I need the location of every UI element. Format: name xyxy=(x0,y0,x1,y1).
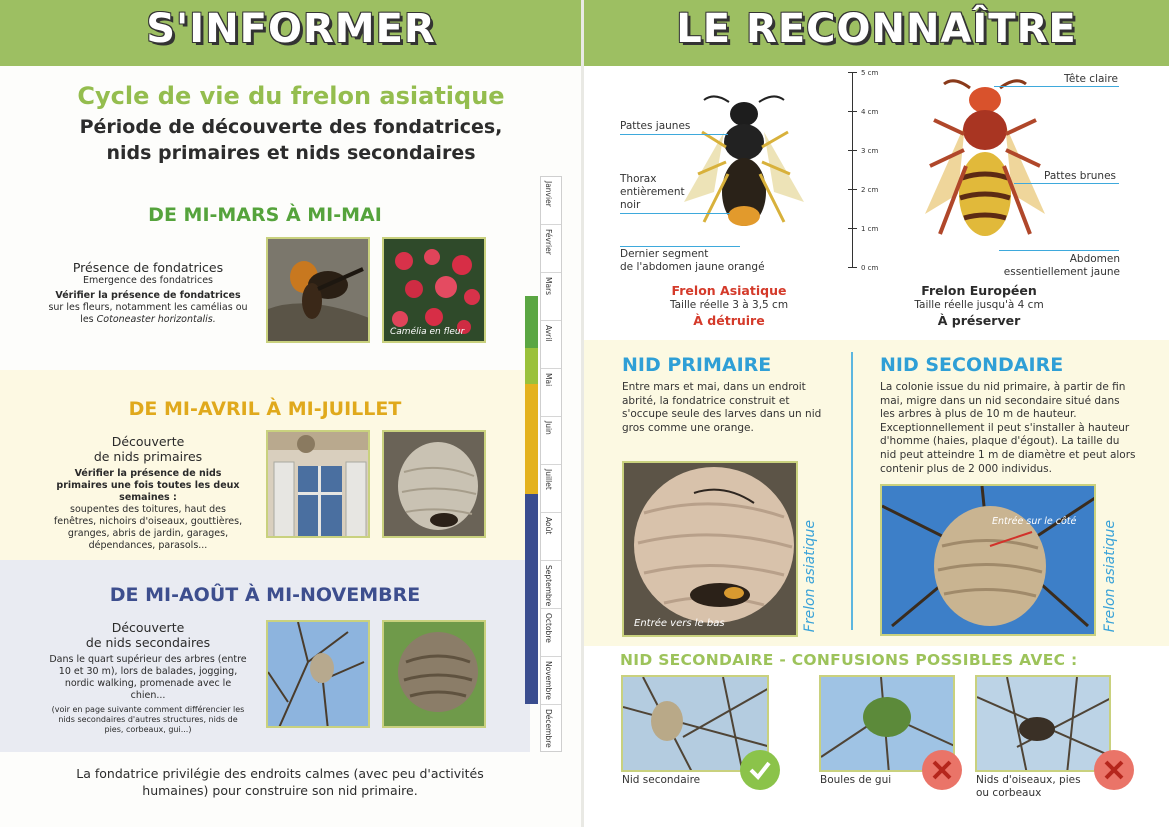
label-pointer xyxy=(620,246,740,247)
european-hornet-illustration xyxy=(920,74,1050,270)
section-body-bold: Vérifier la présence de fondatrices xyxy=(55,290,241,301)
photo-caption: Entrée vers le bas xyxy=(634,618,725,629)
timeline-bar-lime xyxy=(525,348,538,384)
left-footer xyxy=(0,765,560,799)
section-text xyxy=(48,620,248,735)
primary-nest-text: Entre mars et mai, dans un endroit abrité, la fondatrice construit et s'occupe seule des larves dans un nid gros comme une orange. xyxy=(622,381,822,434)
ruler-tick xyxy=(848,111,857,112)
confusion-label xyxy=(976,774,1081,800)
month-label: Octobre xyxy=(544,613,553,643)
month-cell xyxy=(541,705,561,751)
section-title: DE MI-MARS À MI-MAI xyxy=(148,204,382,226)
month-cell xyxy=(541,513,561,561)
section-text xyxy=(48,434,248,552)
month-label: Mai xyxy=(544,373,553,387)
ruler-label: 3 cm xyxy=(861,147,879,155)
right-panel xyxy=(584,0,1169,827)
left-banner-title: S'INFORMER xyxy=(146,6,436,52)
month-cell xyxy=(541,321,561,369)
month-label: Avril xyxy=(544,325,553,342)
secondary-side-label: Frelon asiatique xyxy=(1102,520,1118,633)
timeline-bar-green xyxy=(525,296,538,348)
label-pointer xyxy=(620,213,730,214)
month-label: Juillet xyxy=(544,469,553,490)
ruler xyxy=(852,72,853,268)
primary-nest-large-photo xyxy=(622,461,798,637)
section-heading-2: de nids secondaires xyxy=(85,635,211,650)
month-timeline xyxy=(540,176,562,752)
asian-label-thorax xyxy=(620,173,685,212)
nest-divider xyxy=(851,352,853,630)
ruler-tick xyxy=(848,228,857,229)
european-name: Frelon Européen xyxy=(921,283,1037,298)
section-body: Dans le quart supérieur des arbres (entre 10 et 30 m), lors de balades, jogging, nordic walking, promenade avec le chien... xyxy=(49,654,247,701)
timeline-bar-yellow xyxy=(525,384,538,494)
asian-hornet-illustration xyxy=(684,92,804,262)
ruler-tick xyxy=(848,72,857,73)
month-cell xyxy=(541,177,561,225)
secondary-nest-title: NID SECONDAIRE xyxy=(880,354,1064,376)
ruler-tick xyxy=(848,189,857,190)
month-cell xyxy=(541,273,561,321)
secondary-nest-photo xyxy=(382,620,486,728)
month-cell xyxy=(541,225,561,273)
ruler-label: 5 cm xyxy=(861,69,879,77)
secondary-nest-text: La colonie issue du nid primaire, à partir de fin mai, migre dans un nid secondaire situé dans les arbres à plus de 10 m de hauteur. Exceptionnellement il peut s'installer à hauteur d'homme (haies, plaque d'égout). La taille du nid peut atteindre 1 m de diamètre et peut alors contenir plus de 2 000 individus. xyxy=(880,381,1136,475)
month-cell xyxy=(541,417,561,465)
section-heading: Présence de fondatrices xyxy=(72,260,224,275)
label-line: entièrement xyxy=(620,186,685,198)
window-photo xyxy=(266,430,370,538)
section-subheading: Emergence des fondatrices xyxy=(83,275,213,286)
confusion-label: Boules de gui xyxy=(820,774,892,786)
month-label: Décembre xyxy=(544,709,553,748)
left-panel xyxy=(0,0,582,827)
month-label: Septembre xyxy=(544,565,553,607)
ruler-label: 2 cm xyxy=(861,186,879,194)
month-cell xyxy=(541,369,561,417)
label-line: Dernier segment xyxy=(620,248,709,260)
camellia-photo xyxy=(382,237,486,343)
asian-label-abdomen xyxy=(620,248,765,274)
label-line: Abdomen xyxy=(1069,253,1120,265)
asian-action: À détruire xyxy=(693,313,765,328)
section-body-text: sur les fleurs, notamment les camélias ou les xyxy=(48,302,248,325)
asian-size: Taille réelle 3 à 3,5 cm xyxy=(669,299,789,311)
label-line: Thorax xyxy=(620,173,657,185)
section-body: soupentes des toitures, haut des fenêtres, nichoirs d'oiseaux, gouttières, granges, abris de jardin, garages, dépendances, parasols... xyxy=(53,504,243,551)
month-label: Février xyxy=(544,229,553,255)
section-avril-juillet xyxy=(0,370,530,560)
label-line: noir xyxy=(620,199,641,211)
ruler-label: 4 cm xyxy=(861,108,879,116)
confusions-title: NID SECONDAIRE - CONFUSIONS POSSIBLES AVEC : xyxy=(620,651,1078,669)
footer-line-1: La fondatrice privilégie des endroits calmes (avec peu d'activités xyxy=(76,766,484,781)
label-pointer xyxy=(994,86,1119,87)
label-pointer xyxy=(620,134,728,135)
section-aout-novembre xyxy=(0,560,530,752)
month-label: Novembre xyxy=(544,661,553,700)
month-label: Août xyxy=(544,517,553,535)
primary-nest-photo xyxy=(382,430,486,538)
label-pointer xyxy=(1014,183,1119,184)
section-mars-mai xyxy=(0,186,530,370)
asian-label-legs: Pattes jaunes xyxy=(620,120,691,132)
footer-line-2: humaines) pour construire son nid primaire. xyxy=(142,783,418,798)
right-banner-title: LE RECONNAÎTRE xyxy=(676,6,1077,52)
cross-icon xyxy=(1094,750,1134,790)
month-label: Mars xyxy=(544,277,553,296)
right-banner xyxy=(584,0,1169,66)
european-label-abdomen xyxy=(1000,253,1120,279)
left-banner xyxy=(0,0,582,66)
secondary-nest-large-photo xyxy=(880,484,1096,636)
ruler-tick xyxy=(848,150,857,151)
section-body xyxy=(48,302,248,326)
cycle-title: Cycle de vie du frelon asiatique xyxy=(77,82,505,110)
confusion-label: Nid secondaire xyxy=(622,774,701,786)
label-line: Nids d'oiseaux, pies xyxy=(976,774,1081,786)
month-label: Janvier xyxy=(544,181,553,207)
section-text xyxy=(48,260,248,326)
month-label: Juin xyxy=(544,421,553,435)
label-line: ou corbeaux xyxy=(976,787,1042,799)
ruler-label: 1 cm xyxy=(861,225,879,233)
section-body-italic: Cotoneaster horizontalis. xyxy=(96,314,216,325)
section-note: (voir en page suivante comment différencier les nids secondaires d'autres structures, nids de pies, corbeaux, gui...) xyxy=(51,705,245,734)
ruler-tick xyxy=(848,267,857,268)
primary-nest-title: NID PRIMAIRE xyxy=(622,354,772,376)
label-pointer xyxy=(999,250,1119,251)
section-body-bold: Vérifier la présence de nids primaires une fois toutes les deux semaines : xyxy=(56,468,240,503)
european-action: À préserver xyxy=(937,313,1021,328)
tree-nest-photo xyxy=(266,620,370,728)
european-size: Taille réelle jusqu'à 4 cm xyxy=(914,299,1044,311)
cycle-subtitle-line-2: nids primaires et nids secondaires xyxy=(106,142,476,164)
confusion-photo-bird-nest xyxy=(975,675,1111,772)
section-title: DE MI-AOÛT À MI-NOVEMBRE xyxy=(109,584,421,606)
label-line: de l'abdomen jaune orangé xyxy=(620,261,765,273)
cross-icon xyxy=(922,750,962,790)
section-heading-2: de nids primaires xyxy=(93,449,203,464)
ruler-label: 0 cm xyxy=(861,264,879,272)
asian-name: Frelon Asiatique xyxy=(671,283,787,298)
month-cell xyxy=(541,561,561,609)
hornet-photo xyxy=(266,237,370,343)
month-cell xyxy=(541,609,561,657)
european-label-head: Tête claire xyxy=(1064,73,1118,85)
timeline-bar-blue xyxy=(525,494,538,704)
section-heading-1: Découverte xyxy=(111,434,185,449)
month-cell xyxy=(541,657,561,705)
photo-caption: Camélia en fleur xyxy=(390,327,465,337)
check-icon xyxy=(740,750,780,790)
label-line: essentiellement jaune xyxy=(1003,266,1120,278)
primary-side-label: Frelon asiatique xyxy=(802,520,818,633)
section-title: DE MI-AVRIL À MI-JUILLET xyxy=(128,398,402,420)
photo-caption: Entrée sur le côté xyxy=(992,516,1077,527)
cycle-subtitle-line-1: Période de découverte des fondatrices, xyxy=(79,116,503,138)
month-cell xyxy=(541,465,561,513)
european-label-legs: Pattes brunes xyxy=(1044,170,1117,182)
section-heading-1: Découverte xyxy=(111,620,185,635)
cycle-subtitle xyxy=(0,114,582,166)
